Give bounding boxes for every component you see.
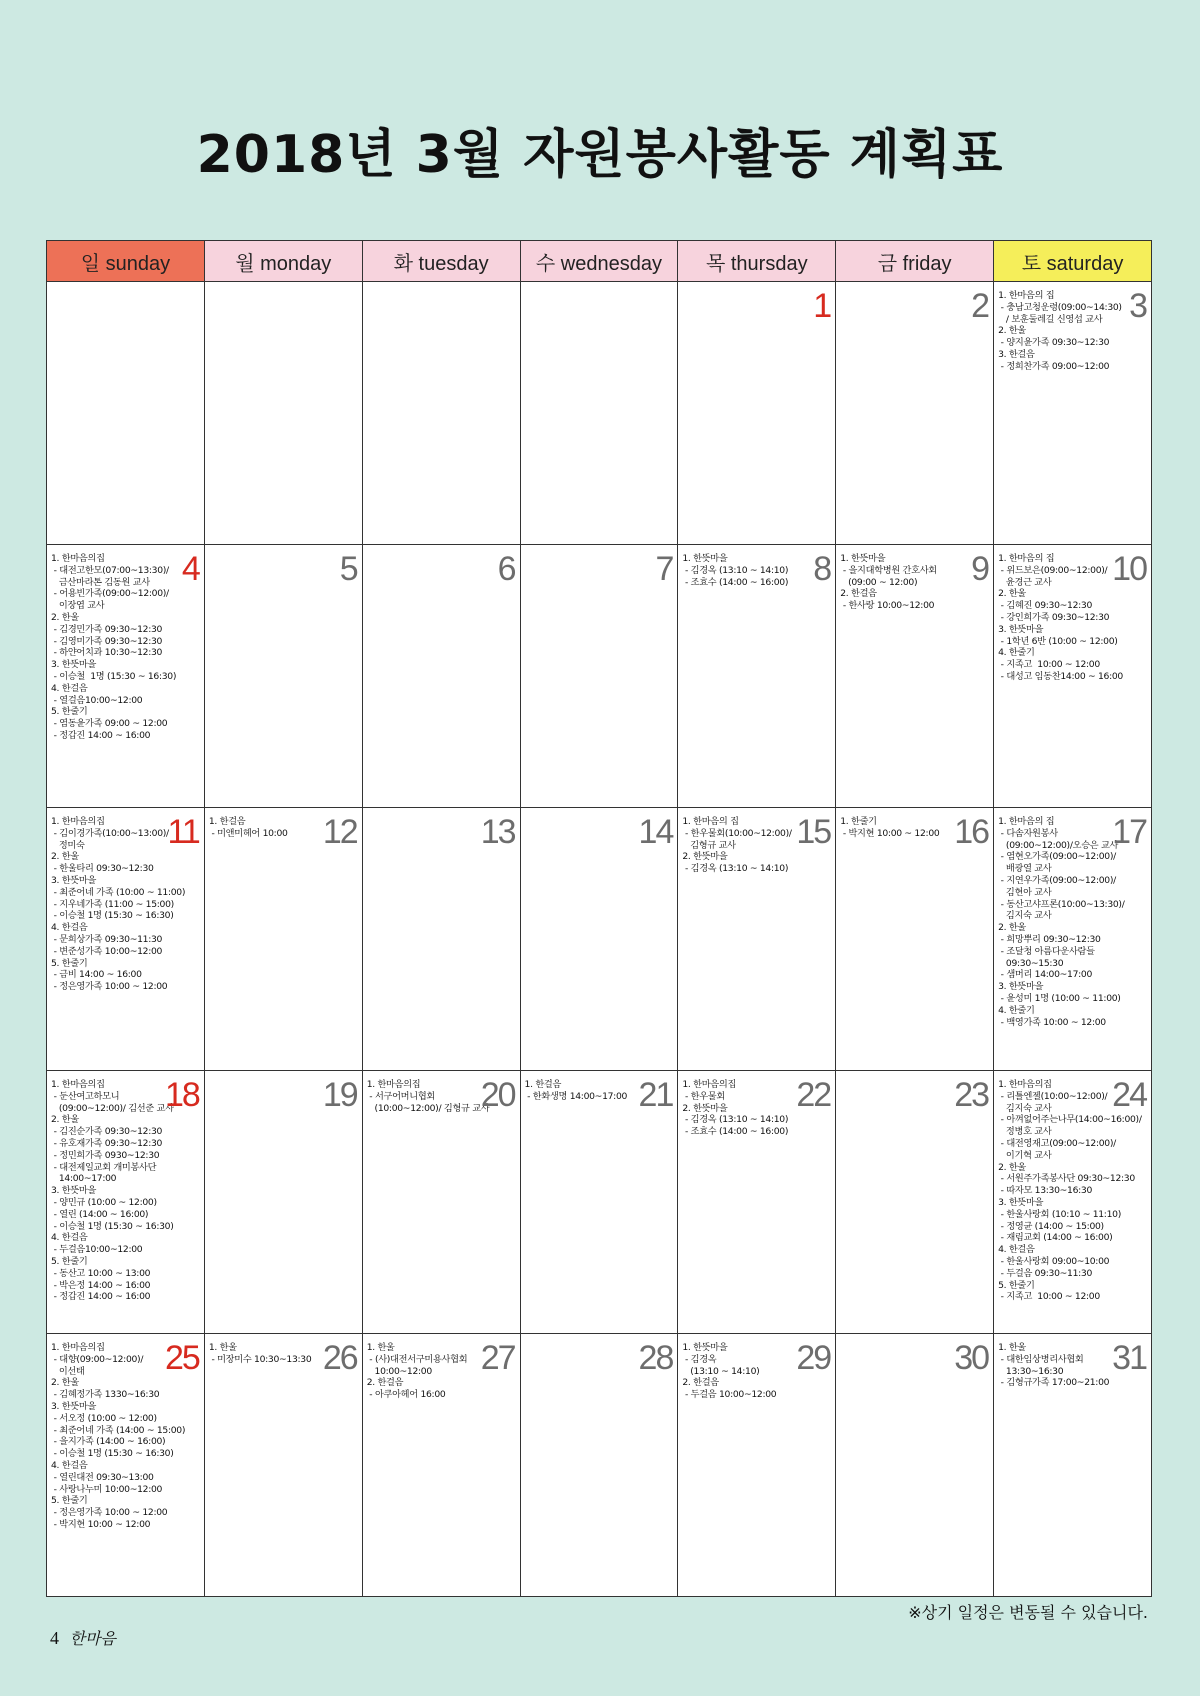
day-events: 1. 한마음의집 - 한우물회 2. 한뜻마을 - 김경옥 (13:10 ~ 14:10) - 조효수 (14:00 ~ 16:00) [682, 1079, 789, 1138]
calendar-body [47, 282, 1152, 1597]
week-row [47, 1334, 1152, 1597]
day-number: 30 [954, 1339, 989, 1377]
day-events: 1. 한줄기 - 박지현 10:00 ~ 12:00 [840, 816, 940, 839]
header-monday: 월 monday [204, 241, 362, 282]
day-number: 6 [497, 550, 515, 588]
day-number: 23 [954, 1076, 989, 1114]
day-events: 1. 한걸음 - 한화생명 14:00~17:00 [524, 1079, 628, 1102]
day-number: 3 [1129, 287, 1146, 325]
week-row [47, 1071, 1152, 1334]
day-cell [47, 1071, 205, 1334]
day-number: 28 [638, 1339, 673, 1377]
day-number: 7 [655, 550, 673, 588]
day-number: 22 [796, 1076, 831, 1114]
day-cell [47, 545, 205, 808]
day-events: 1. 한울 - 대한임상병리사협회 13:30~16:30 - 김형규가족 17:00~21:00 [998, 1342, 1110, 1389]
day-events: 1. 한마음의집 - 서구어머니협회 (10:00~12:00)/ 김형규 교사 [366, 1079, 490, 1114]
day-cell [362, 545, 520, 808]
day-number: 1 [813, 287, 831, 325]
day-cell [836, 808, 994, 1071]
day-cell [678, 545, 836, 808]
day-number: 8 [813, 550, 831, 588]
day-cell [362, 1334, 520, 1597]
header-friday: 금 friday [836, 241, 994, 282]
day-number: 16 [954, 813, 989, 851]
day-number: 21 [638, 1076, 673, 1114]
day-number: 9 [971, 550, 989, 588]
day-cell [678, 1071, 836, 1334]
day-events: 1. 한마음의집 - 대향(09:00~12:00)/ 이선태 2. 한울 - 김혜정가족 1330~16:30 3. 한뜻마을 - 서오정 (10:00 ~ 12:00) - 최준어네 가족 (14:00 ~ 15:00) - 을지가족 (14:00 ~ 16:00) - 이승철 1명 (15:30 ~ 16:30) 4. 한걸음 - 열린대전 09:30~13:00 - 사랑나누미 10:00~12:00 5. 한줄기 - 정은영가족 10:00 ~ 12:00 - 박지현 10:00 ~ 12:00 [51, 1342, 186, 1530]
day-number: 12 [322, 813, 357, 851]
header-tuesday: 화 tuesday [362, 241, 520, 282]
day-events: 1. 한마음의집 - 대전고한모(07:00~13:30)/ 금산마라톤 김동원 교사 - 어용빈가족(09:00~12:00)/ 이장엽 교사 2. 한울 - 김경민가족 09:30~12:30 - 김영미가족 09:30~12:30 - 하얀어치과 10:30~12:30 3. 한뜻마을 - 이승철 1명 (15:30 ~ 16:30) 4. 한걸음 - 열걸음10:00~12:00 5. 한줄기 - 염동윤가족 09:00 ~ 12:00 - 정갑진 14:00 ~ 16:00 [51, 553, 177, 741]
day-number: 27 [480, 1339, 515, 1377]
day-cell [678, 282, 836, 545]
calendar-table [46, 240, 1152, 1597]
day-events: 1. 한마음의 집 - 다솜자원봉사 (09:00~12:00)/오승은 교사 - 염현오가족(09:00~12:00)/ 배광열 교사 - 지연우가족(09:00~12:00)/ 김현아 교사 - 동산고샤프론(10:00~13:30)/ 김지숙 교사 2. 한울 - 희망뿌리 09:30~12:30 - 조달청 아름다운사람들 09:30~15:30 - 샘머리 14:00~17:00 3. 한뜻마을 - 윤성미 1명 (10:00 ~ 11:00) 4. 한줄기 - 백영가족 10:00 ~ 12:00 [998, 816, 1125, 1028]
day-cell [362, 1071, 520, 1334]
day-number: 10 [1112, 550, 1146, 588]
footer-logo: 한마음 [69, 1631, 116, 1648]
day-cell [678, 808, 836, 1071]
day-number: 18 [165, 1076, 199, 1114]
day-events: 1. 한마음의집 - 김이경가족(10:00~13:00)/ 정미숙 2. 한울 - 한울타리 09:30~12:30 3. 한뜻마을 - 최준어네 가족 (10:00 ~ 11:00) - 지우네가족 (11:00 ~ 15:00) - 이승철 1명 (15:30 ~ 16:30) 4. 한걸음 - 문희상가족 09:30~11:30 - 변준성가족 10:00~12:00 5. 한줄기 - 금비 14:00 ~ 16:00 - 정은영가족 10:00 ~ 12:00 [51, 816, 186, 993]
day-cell [520, 808, 678, 1071]
day-cell [994, 808, 1152, 1071]
header-thursday: 목 thursday [678, 241, 836, 282]
day-number: 31 [1112, 1339, 1146, 1377]
day-cell [362, 282, 520, 545]
day-events: 1. 한마음의집 - 리틀엔젤(10:00~12:00)/ 김지숙 교사 - 아껴없어주는나무(14:00~16:00)/ 정병호 교사 - 대전영재고(09:00~12:00)/ 이기혁 교사 2. 한울 - 서원주가족봉사단 09:30~12:30 - 따자모 13:30~16:30 3. 한뜻마을 - 한울사랑회 (10:10 ~ 11:10) - 정영균 (14:00 ~ 15:00) - 재림교회 (14:00 ~ 16:00) 4. 한걸음 - 한울사랑회 09:00~10:00 - 두걸음 09:30~11:30 5. 한줄기 - 지족고 10:00 ~ 12:00 [998, 1079, 1142, 1303]
day-number: 25 [165, 1339, 199, 1377]
day-number: 24 [1112, 1076, 1146, 1114]
day-number: 5 [339, 550, 357, 588]
day-cell [520, 1334, 678, 1597]
day-events: 1. 한뜻마을 - 김경옥 (13:10 ~ 14:10) 2. 한걸음 - 두걸음 10:00~12:00 [682, 1342, 777, 1401]
day-cell [204, 1334, 362, 1597]
day-cell [678, 1334, 836, 1597]
day-number: 2 [971, 287, 989, 325]
day-events: 1. 한마음의 집 - 충남고청운령(09:00~14:30) / 보훈둘레길 신영섭 교사 2. 한울 - 양지윤가족 09:30~12:30 3. 한걸음 - 정희찬가족 09:00~12:00 [998, 290, 1122, 372]
day-cell [47, 1334, 205, 1597]
day-number: 14 [638, 813, 673, 851]
day-events: 1. 한울 - (사)대전서구미용사협회 10:00~12:00 2. 한걸음 - 아쿠아헤어 16:00 [366, 1342, 468, 1401]
day-cell [47, 808, 205, 1071]
day-events: 1. 한마음의 집 - 한우물회(10:00~12:00)/ 김형규 교사 2. 한뜻마을 - 김경옥 (13:10 ~ 14:10) [682, 816, 792, 875]
page-footer [50, 1626, 116, 1649]
day-cell [204, 282, 362, 545]
weekday-header-row [47, 241, 1152, 282]
day-cell [994, 282, 1152, 545]
header-saturday: 토 saturday [994, 241, 1152, 282]
day-events: 1. 한뜻마을 - 을지대학병원 간호사회 (09:00 ~ 12:00) 2. 한걸음 - 한사랑 10:00~12:00 [840, 553, 937, 612]
day-cell [362, 808, 520, 1071]
day-cell [994, 545, 1152, 808]
week-row [47, 808, 1152, 1071]
day-cell [836, 1334, 994, 1597]
day-events: 1. 한마음의집 - 둔산여고하모니 (09:00~12:00)/ 김선준 교사 2. 한울 - 김진순가족 09:30~12:30 - 유호재가족 09:30~12:30 - 정민희가족 0930~12:30 - 대전제일교회 개미봉사단 14:00~17:00 3. 한뜻마을 - 양민규 (10:00 ~ 12:00) - 열린 (14:00 ~ 16:00) - 이승철 1명 (15:30 ~ 16:30) 4. 한걸음 - 두걸음10:00~12:00 5. 한줄기 - 동산고 10:00 ~ 13:00 - 박은정 14:00 ~ 16:00 - 정갑진 14:00 ~ 16:00 [51, 1079, 174, 1303]
day-cell [520, 1071, 678, 1334]
page-number: 4 [50, 1628, 59, 1648]
day-number: 15 [796, 813, 831, 851]
day-number: 19 [322, 1076, 357, 1114]
day-cell [836, 1071, 994, 1334]
day-cell [204, 808, 362, 1071]
day-cell [520, 545, 678, 808]
schedule-change-note: ※상기 일정은 변동될 수 있습니다. [908, 1603, 1148, 1622]
day-number: 20 [480, 1076, 515, 1114]
day-cell [836, 282, 994, 545]
day-cell [994, 1071, 1152, 1334]
day-cell [204, 1071, 362, 1334]
day-number: 29 [796, 1339, 831, 1377]
header-sunday: 일 sunday [47, 241, 205, 282]
day-number: 11 [167, 813, 199, 851]
day-cell [47, 282, 205, 545]
day-cell [204, 545, 362, 808]
week-row [47, 545, 1152, 808]
day-number: 4 [181, 550, 199, 588]
header-wednesday: 수 wednesday [520, 241, 678, 282]
week-row [47, 282, 1152, 545]
page-title: 2018년 3월 자원봉사활동 계획표 [196, 125, 1004, 185]
day-cell [994, 1334, 1152, 1597]
day-cell [520, 282, 678, 545]
day-number: 13 [480, 813, 515, 851]
day-number: 17 [1112, 813, 1146, 851]
day-events: 1. 한뜻마을 - 김경옥 (13:10 ~ 14:10) - 조효수 (14:00 ~ 16:00) [682, 553, 789, 588]
day-cell [836, 545, 994, 808]
day-events: 1. 한울 - 미장미수 10:30~13:30 [208, 1342, 312, 1365]
day-events: 1. 한마음의 집 - 위드보은(09:00~12:00)/ 윤경근 교사 2. 한울 - 김혜진 09:30~12:30 - 강인희가족 09:30~12:30 3. 한뜻마을 - 1학년 6반 (10:00 ~ 12:00) 4. 한줄기 - 지족고 10:00 ~ 12:00 - 대성고 임동찬14:00 ~ 16:00 [998, 553, 1123, 682]
day-events: 1. 한걸음 - 미앤미헤어 10:00 [208, 816, 288, 839]
day-number: 26 [322, 1339, 357, 1377]
